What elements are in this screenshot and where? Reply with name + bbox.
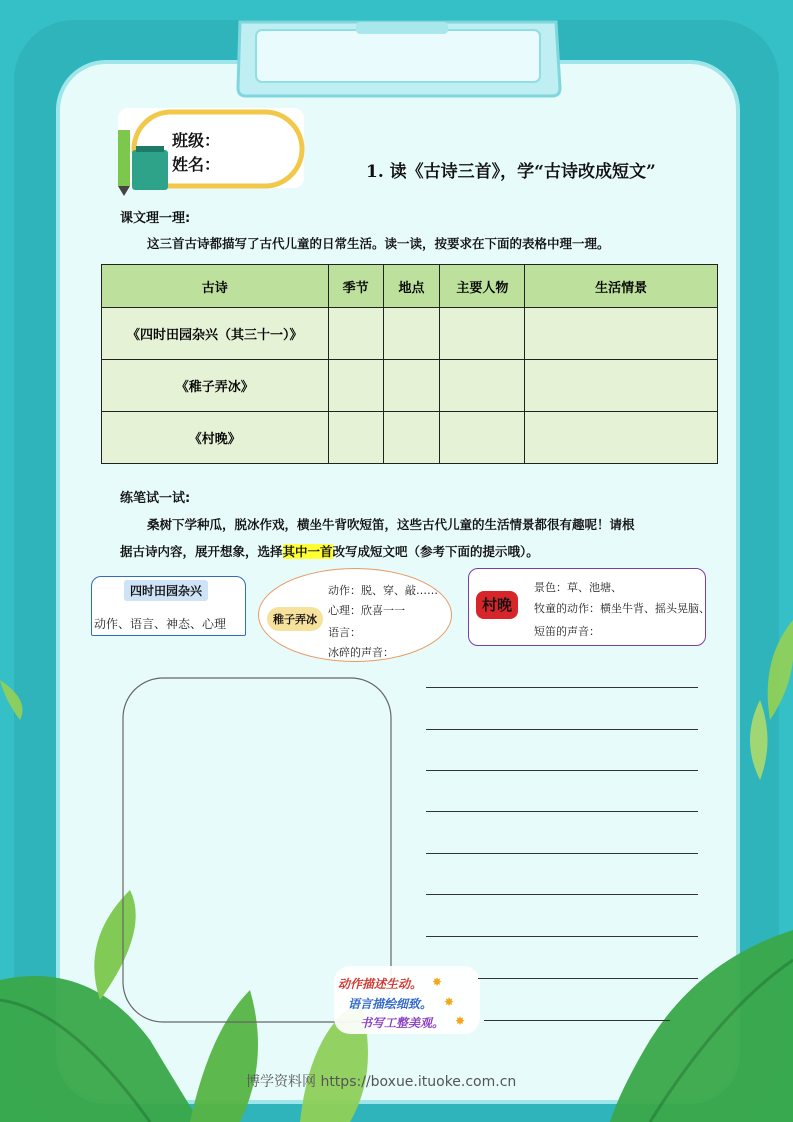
- star-icon: ✸: [455, 1014, 466, 1028]
- season-cell[interactable]: [328, 412, 383, 464]
- hint-box-poem3: [468, 568, 710, 646]
- poem-cell: 《村晚》: [102, 412, 329, 464]
- scene-cell[interactable]: [525, 360, 718, 412]
- name-label: 姓名：: [172, 155, 221, 174]
- table-row: [102, 360, 718, 412]
- table-row: [102, 308, 718, 360]
- table-header-cell: 主要人物: [440, 265, 525, 308]
- hint-poem2-title: 稚子弄冰: [267, 607, 323, 631]
- star-icon: ✸: [432, 975, 443, 989]
- section2-line2-after: 改写成短文吧（参考下面的提示哦）。: [332, 544, 539, 559]
- place-cell[interactable]: [383, 360, 440, 412]
- section2-line1: 桑树下学种瓜，脱冰作戏，横坐牛背吹短笛，这些古代儿童的生活情景都很有趣呢！请根: [147, 517, 635, 532]
- star-icon: ✸: [444, 995, 455, 1009]
- table-header-cell: 古诗: [102, 265, 329, 308]
- page-title: 1. 读《古诗三首》，学“古诗改成短文”: [366, 162, 656, 182]
- poem-table: [101, 264, 718, 464]
- character-cell[interactable]: [440, 308, 525, 360]
- hint-poem2-line: 动作：脱、穿、敲……: [328, 584, 438, 597]
- hint-poem2-line: 心理：欣喜一一: [328, 604, 405, 617]
- stamp-line: 书写工整美观。: [360, 1016, 445, 1030]
- writing-line[interactable]: [426, 687, 698, 688]
- table-header-cell: 生活情景: [525, 265, 718, 308]
- hint-poem3-title: 村晚: [476, 591, 518, 619]
- table-header-cell: 季节: [328, 265, 383, 308]
- section2-line2-before: 据古诗内容，展开想象，选择: [120, 544, 283, 559]
- class-label: 班级：: [172, 131, 221, 150]
- hint-poem1-text: 动作、语言、神态、心理: [94, 617, 227, 631]
- writing-line[interactable]: [478, 978, 698, 979]
- section1-heading: 课文理一理:: [120, 211, 191, 226]
- writing-line[interactable]: [484, 1020, 670, 1021]
- writing-line[interactable]: [426, 770, 698, 771]
- hint-poem1-title: 四时田园杂兴: [124, 580, 208, 601]
- hint-poem3-line: 短笛的声音：: [534, 625, 600, 638]
- poem-cell: 《四时田园杂兴（其三十一）》: [102, 308, 329, 360]
- stamp-line: 动作描述生动。: [338, 977, 423, 991]
- hint-box-poem1: [91, 576, 246, 636]
- hint-box-poem2: [258, 568, 452, 662]
- hint-poem2-line: 语言：: [328, 626, 361, 639]
- footer-watermark: 博学资料网 https://boxue.ituoke.com.cn: [246, 1074, 517, 1090]
- writing-line[interactable]: [426, 894, 698, 895]
- place-cell[interactable]: [383, 308, 440, 360]
- writing-line[interactable]: [426, 936, 698, 937]
- highlight-text: 其中一首: [282, 544, 333, 559]
- season-cell[interactable]: [328, 360, 383, 412]
- table-header-cell: 地点: [383, 265, 440, 308]
- scene-cell[interactable]: [525, 412, 718, 464]
- writing-line[interactable]: [426, 811, 698, 812]
- season-cell[interactable]: [328, 308, 383, 360]
- section1-intro: 这三首古诗都描写了古代儿童的日常生活。读一读，按要求在下面的表格中理一理。: [147, 236, 610, 251]
- table-header-row: [102, 265, 718, 308]
- section2-heading: 练笔试一试:: [120, 491, 191, 506]
- table-row: [102, 412, 718, 464]
- character-cell[interactable]: [440, 412, 525, 464]
- writing-line[interactable]: [426, 853, 698, 854]
- place-cell[interactable]: [383, 412, 440, 464]
- writing-line[interactable]: [426, 729, 698, 730]
- hint-poem3-line: 景色：草、池塘、: [534, 581, 622, 594]
- clip-icon: [238, 22, 560, 96]
- hint-poem2-line: 冰碎的声音：: [328, 646, 394, 659]
- character-cell[interactable]: [440, 360, 525, 412]
- stamp-line: 语言描绘细致。: [348, 997, 433, 1011]
- section2-line2: [120, 542, 539, 560]
- hint-poem3-line: 牧童的动作：横坐牛背、摇头晃脑、: [534, 602, 710, 615]
- poem-cell: 《稚子弄冰》: [102, 360, 329, 412]
- scene-cell[interactable]: [525, 308, 718, 360]
